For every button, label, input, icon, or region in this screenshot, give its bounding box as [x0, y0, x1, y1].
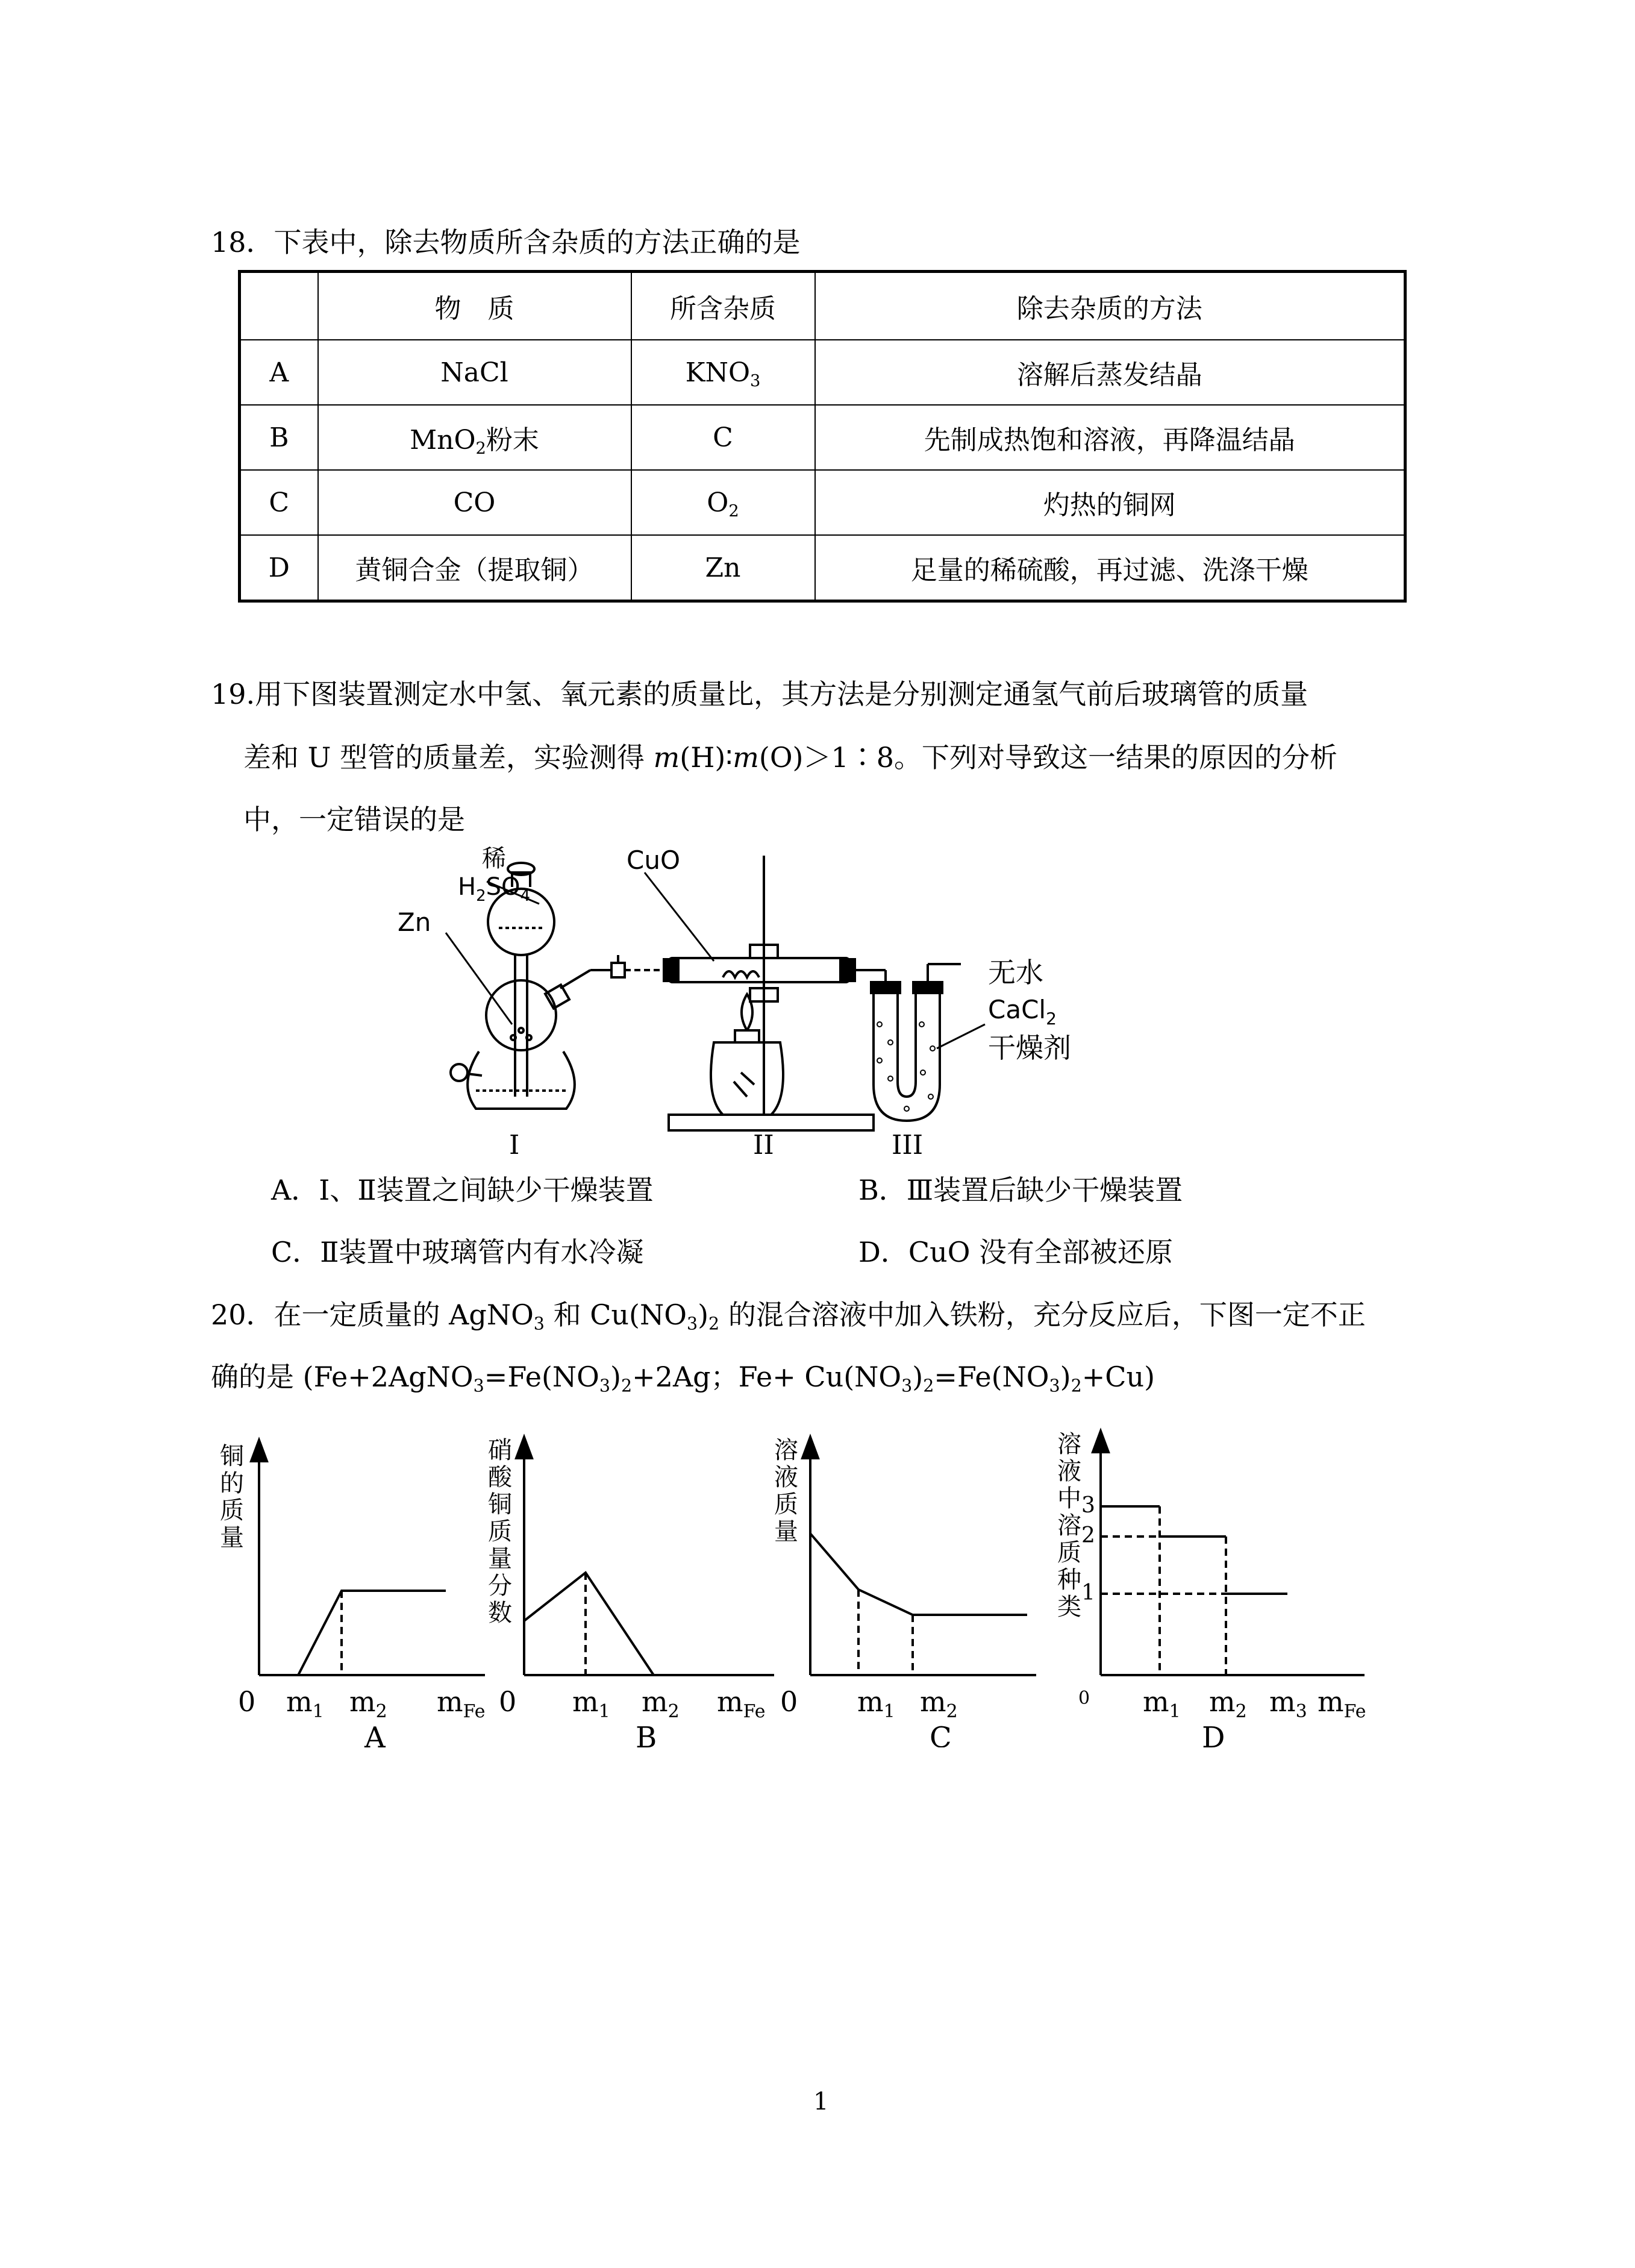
- method-cell: 足量的稀硫酸，再过滤、洗涤干燥: [815, 535, 1405, 601]
- apparatus-diagram: [386, 844, 1096, 1157]
- q20-line2: 确的是 ($Fe+2AgNO_3=Fe(NO_3)_2+2Ag$；$Fe+ Cu(NO_3)_2=Fe(NO_3)_2+Cu$): [211, 1361, 1155, 1396]
- substance-cell: 黄铜合金（提取铜）: [318, 535, 631, 601]
- x-axis-label: $m_{Fe}$: [437, 1685, 486, 1722]
- graph-b: [482, 1428, 795, 1747]
- copper-nitrate-fraction-line: [524, 1573, 654, 1675]
- substance-cell: NaCl: [318, 340, 631, 405]
- y-label-char: 质: [488, 1518, 512, 1546]
- x-tick-m2: $m_2$: [642, 1685, 680, 1722]
- x-tick-m1: $m_1$: [286, 1685, 324, 1722]
- x-tick-m1: $m_1$: [1143, 1685, 1181, 1722]
- y-label-char: 类: [1057, 1593, 1081, 1621]
- header-cell: 所含杂质: [631, 272, 815, 340]
- q18-stem: 18．下表中，除去物质所含杂质的方法正确的是: [211, 226, 801, 258]
- y-label-char: 种: [1057, 1566, 1081, 1594]
- substance-cell: MnO$_2$粉末: [318, 405, 631, 470]
- q19-line2: 差和 U 型管的质量差，实验测得 m(H)∶m(O)＞1∶8。下列对导致这一结果的原因的分析: [243, 741, 1338, 774]
- method-cell: 溶解后蒸发结晶: [815, 340, 1405, 405]
- q19-option-b: B．Ⅲ装置后缺少干燥装置: [858, 1174, 1183, 1206]
- graph-a: [214, 1434, 503, 1747]
- table-row: [240, 405, 1405, 470]
- q20-line1: 20．在一定质量的 AgNO$_3$ 和 $Cu(NO_3)_2$ 的混合溶液中加入铁粉，充分反应后，下图一定不正: [211, 1298, 1366, 1334]
- y-label-char: 溶: [1057, 1430, 1081, 1458]
- impurity-cell: C: [631, 405, 815, 470]
- graph-c: [762, 1428, 1051, 1747]
- header-cell: 物 质: [318, 272, 631, 340]
- graph-d: [1051, 1422, 1389, 1747]
- y-label-char: 质: [220, 1497, 244, 1524]
- x-tick-m1: $m_1$: [857, 1685, 895, 1722]
- x-tick-m3: $m_3$: [1269, 1685, 1307, 1722]
- table-row: [240, 470, 1405, 535]
- stand-base: [669, 1115, 874, 1130]
- copper-mass-line: [298, 1591, 446, 1675]
- glass-tube: [669, 958, 849, 982]
- y-label-char: 液: [774, 1464, 798, 1491]
- label-dilute: 稀: [482, 845, 506, 872]
- y-label-char: 分: [488, 1572, 512, 1600]
- impurity-cell: $KNO_3$: [631, 340, 815, 405]
- y-label-char: 溶: [1057, 1512, 1081, 1540]
- header-cell: 除去杂质的方法: [815, 272, 1405, 340]
- row-label: D: [240, 535, 318, 601]
- row-label: B: [240, 405, 318, 470]
- y-label-char: 铜: [488, 1491, 512, 1518]
- impurity-cell: $O_2$: [631, 470, 815, 535]
- x-tick-m2: $m_2$: [920, 1685, 958, 1722]
- q19-option-a: A．Ⅰ、Ⅱ装置之间缺少干燥装置: [271, 1174, 654, 1206]
- q19-line1: 19.用下图装置测定水中氢、氧元素的质量比，其方法是分别测定通氢气前后玻璃管的质量: [211, 678, 1308, 710]
- y-label-char: 量: [488, 1545, 512, 1573]
- origin-label: 0: [238, 1685, 256, 1718]
- substance-cell: CO: [318, 470, 631, 535]
- solution-mass-line: [810, 1533, 1027, 1615]
- q19-option-c: C．Ⅱ装置中玻璃管内有水冷凝: [271, 1236, 644, 1268]
- y-label-char: 铜: [220, 1443, 244, 1470]
- y-label-char: 中: [1057, 1485, 1081, 1512]
- x-tick-m2: $m_2$: [349, 1685, 387, 1722]
- graph-letter: A: [364, 1721, 386, 1747]
- label-cuo: CuO: [627, 845, 681, 875]
- y-label-char: 量: [220, 1524, 244, 1552]
- method-cell: 灼热的铜网: [815, 470, 1405, 535]
- graph-letter: B: [636, 1721, 657, 1747]
- table-header-row: [240, 272, 1405, 340]
- kipp-middle-bulb: [486, 980, 556, 1050]
- label-apparatus-2: II: [753, 1130, 774, 1157]
- y-label-char: 液: [1057, 1458, 1081, 1485]
- y-label-char: 质: [774, 1491, 798, 1518]
- table-row: [240, 340, 1405, 405]
- row-label: C: [240, 470, 318, 535]
- impurity-cell: Zn: [631, 535, 815, 601]
- y-label-char: 量: [774, 1518, 798, 1546]
- y-tick-3: 3: [1081, 1493, 1095, 1518]
- y-label-char: 溶: [774, 1436, 798, 1464]
- graph-letter: C: [930, 1721, 952, 1747]
- q18-table: [238, 270, 1407, 603]
- row-label: A: [240, 340, 318, 405]
- table-row: [240, 535, 1405, 601]
- page-number: 1: [813, 2088, 829, 2116]
- label-anhydrous: 无水: [988, 956, 1043, 989]
- label-cacl2: CaCl$_2$: [988, 995, 1057, 1029]
- u-tube: [874, 988, 940, 1121]
- kipp-bottom-bowl: [467, 1051, 575, 1109]
- q19-option-d: D．CuO 没有全部被还原: [858, 1236, 1174, 1268]
- y-tick-1: 1: [1081, 1580, 1095, 1605]
- label-zn: Zn: [398, 907, 431, 937]
- y-label-char: 的: [220, 1470, 244, 1497]
- x-axis-label: $m_{Fe}$: [717, 1685, 766, 1722]
- origin-label: 0: [1078, 1688, 1090, 1709]
- origin-label: 0: [499, 1685, 517, 1718]
- y-label-char: 质: [1057, 1539, 1081, 1567]
- origin-label: 0: [780, 1685, 798, 1718]
- x-axis-label: $m_{Fe}$: [1318, 1685, 1366, 1722]
- y-label-char: 酸: [488, 1464, 512, 1491]
- y-label-char: 硝: [488, 1436, 512, 1464]
- x-tick-m2: $m_2$: [1209, 1685, 1247, 1722]
- y-tick-2: 2: [1081, 1523, 1095, 1548]
- label-desiccant: 干燥剂: [988, 1032, 1071, 1064]
- label-apparatus-3: III: [892, 1130, 924, 1157]
- label-apparatus-1: I: [509, 1130, 520, 1157]
- q19-line3: 中，一定错误的是: [243, 803, 465, 836]
- header-cell: [240, 272, 318, 340]
- graph-letter: D: [1202, 1721, 1225, 1747]
- x-tick-m1: $m_1$: [572, 1685, 610, 1722]
- y-label-char: 数: [488, 1599, 512, 1627]
- label-acid: $H_2SO_4$: [458, 873, 531, 905]
- method-cell: 先制成热饱和溶液，再降温结晶: [815, 405, 1405, 470]
